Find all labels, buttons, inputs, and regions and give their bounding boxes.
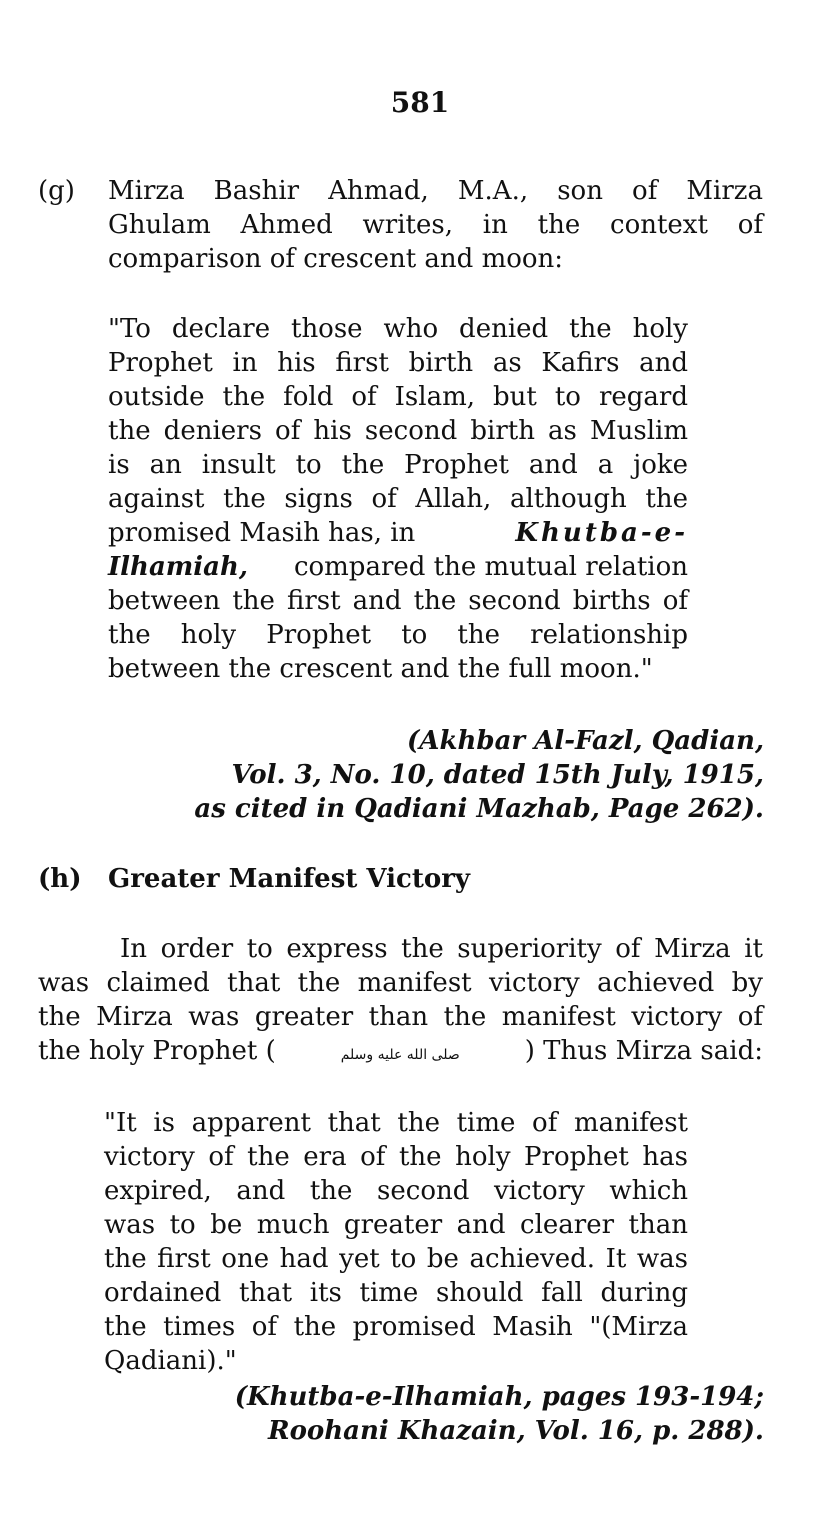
section-g-quote-line: "To declare those who denied the holy bbox=[108, 314, 688, 344]
section-g-citation-line: as cited in Qadiani Mazhab, Page 262). bbox=[194, 794, 764, 824]
section-h-para-line: In order to express the superiority of Mirza it bbox=[120, 934, 763, 964]
section-g-quote-line: Prophet in his first birth as Kafirs and bbox=[108, 348, 688, 378]
section-h-quote-line: the first one had yet to be achieved. It was bbox=[104, 1244, 688, 1274]
section-h-quote-line: was to be much greater and clearer than bbox=[104, 1210, 688, 1240]
quote-title-italic: Ilhamiah, bbox=[108, 552, 248, 582]
section-g-quote-line: the deniers of his second birth as Muslim bbox=[108, 416, 688, 446]
section-g-quote-line: against the signs of Allah, although the bbox=[108, 484, 688, 514]
section-h-quote-line: victory of the era of the holy Prophet has bbox=[104, 1142, 688, 1172]
section-h-para-line bbox=[38, 1034, 763, 1072]
section-g-intro-line: Ghulam Ahmed writes, in the context of bbox=[108, 210, 763, 240]
section-h-quote-line: expired, and the second victory which bbox=[104, 1176, 688, 1206]
section-g-quote-line: between the first and the second births of bbox=[108, 586, 688, 616]
section-h-para-line: was claimed that the manifest victory achieved by bbox=[38, 968, 763, 998]
section-h-heading: Greater Manifest Victory bbox=[108, 864, 471, 894]
section-h-label: (h) bbox=[38, 864, 82, 894]
section-h-quote-line: "It is apparent that the time of manifest bbox=[104, 1108, 688, 1138]
section-h-para-line: the Mirza was greater than the manifest victory of bbox=[38, 1002, 763, 1032]
section-g-citation-line: Vol. 3, No. 10, dated 15th July, 1915, bbox=[231, 760, 764, 790]
section-g-quote-line: between the crescent and the full moon." bbox=[108, 654, 653, 684]
section-g-quote-line bbox=[108, 516, 688, 550]
section-h-citation-line: Roohani Khazain, Vol. 16, p. 288). bbox=[267, 1416, 764, 1446]
section-g-quote-line: outside the fold of Islam, but to regard bbox=[108, 382, 688, 412]
section-h-citation-line: (Khutba-e-Ilhamiah, pages 193-194; bbox=[234, 1382, 764, 1412]
quote-text: promised Masih has, in bbox=[108, 518, 424, 548]
section-g-quote-line: is an insult to the Prophet and a joke bbox=[108, 450, 688, 480]
section-g-quote-line bbox=[108, 550, 688, 584]
para-text: the holy Prophet ( bbox=[38, 1036, 276, 1066]
section-g-label: (g) bbox=[38, 176, 75, 206]
section-h-quote-line: ordained that its time should fall during bbox=[104, 1278, 688, 1308]
section-h-quote-line: the times of the promised Masih "(Mirza bbox=[104, 1312, 688, 1342]
para-text: ) Thus Mirza said: bbox=[524, 1036, 763, 1066]
section-g-quote-line: the holy Prophet to the relationship bbox=[108, 620, 688, 650]
arabic-salutation: صلى الله عليه وسلم bbox=[340, 1047, 460, 1063]
quote-text: compared the mutual relation bbox=[293, 552, 688, 582]
page-number: 581 bbox=[390, 86, 450, 119]
section-h-quote-line: Qadiani)." bbox=[104, 1346, 237, 1376]
section-g-intro-line: Mirza Bashir Ahmad, M.A., son of Mirza bbox=[108, 176, 763, 206]
section-g-citation-line: (Akhbar Al-Fazl, Qadian, bbox=[407, 726, 764, 756]
quote-title-italic: Khutba-e- bbox=[515, 518, 688, 548]
section-g-intro-line: comparison of crescent and moon: bbox=[108, 244, 564, 274]
